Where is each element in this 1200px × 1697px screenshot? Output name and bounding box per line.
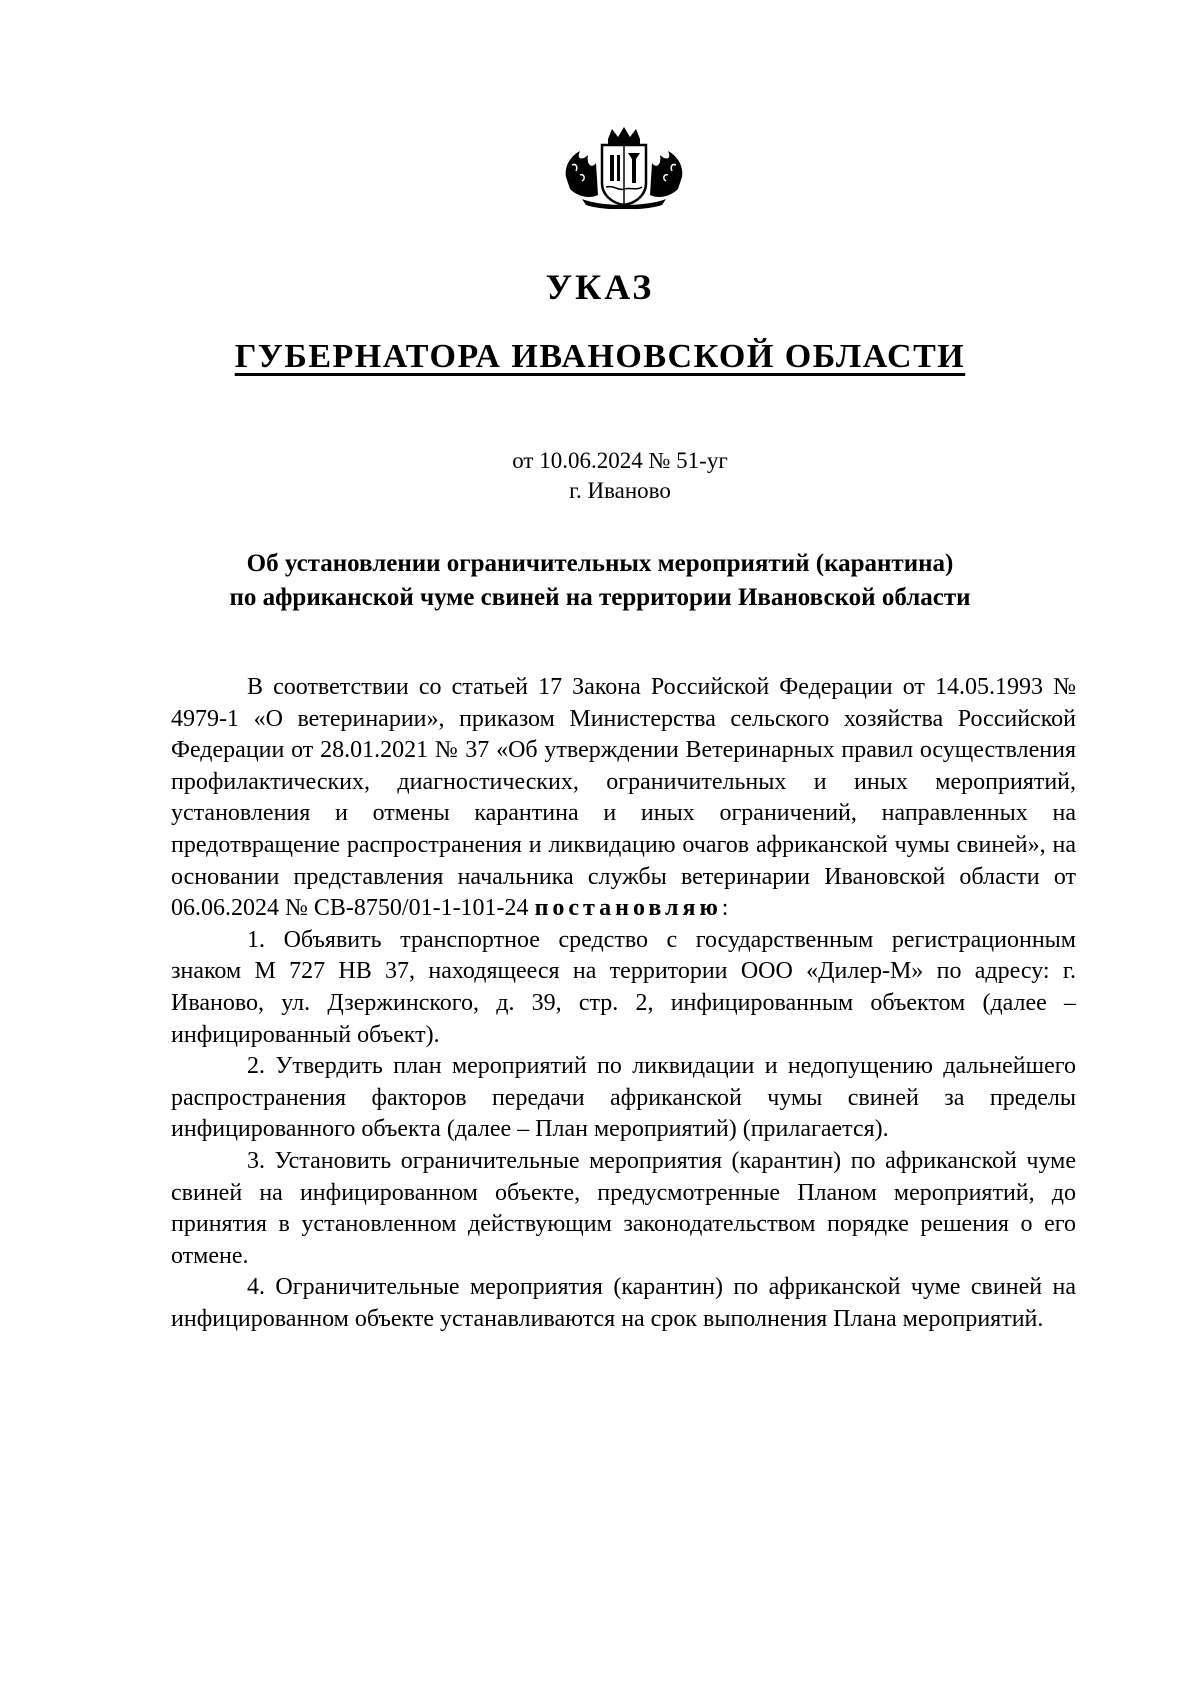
list-item: 1. Объявить транспортное средство с государственным регистрационным знаком М 727 НВ 37, находящееся на территории ООО «Дилер-М» по адресу: г. Иваново, ул. Дзержинского, д. 39, стр. 2, инфицированным объектом (далее – инфицированный объект). bbox=[171, 926, 1076, 1048]
document-title: УКАЗ bbox=[545, 267, 655, 307]
list-item: 3. Установить ограничительные мероприятия (карантин) по африканской чуме свиней на инфицированном объекте, предусмотренные Планом мероприятий, до принятия в установленном действующим законодательством порядке решения о его отмене. bbox=[171, 1147, 1076, 1269]
preamble-text: В соответствии со статьей 17 Закона Российской Федерации от 14.05.1993 № 4979-1 «О ветеринарии», приказом Министерства сельского хозяйства Российской Федерации от 28.01.2021 № 37 «Об утверждении Ветеринарных правил осуществления профилактических, диагностических, ограничительных и иных мероприятий, установления и отмены карантина и иных ограничений, направленных на предотвращение распространения и ликвидацию очагов африканской чумы свиней», на основании представления начальника службы ветеринарии Ивановской области от 06.06.2024 № СВ-8750/01-1-101-24 bbox=[171, 674, 1076, 922]
document-meta bbox=[0, 446, 1200, 506]
city: г. Иваново bbox=[569, 478, 671, 503]
document-subject bbox=[0, 547, 1200, 615]
decree-word: постановляю bbox=[534, 895, 722, 922]
list-item: 2. Утвердить план мероприятий по ликвидации и недопущению дальнейшего распространения факторов передачи африканской чумы свиней за пределы инфицированного объекта (далее – План мероприятий) (прилагается). bbox=[171, 1053, 1076, 1143]
preamble-paragraph bbox=[171, 672, 1076, 925]
decree-colon: : bbox=[721, 895, 729, 922]
subject-line-2: по африканской чуме свиней на территории Ивановской области bbox=[229, 584, 971, 611]
document-issuer: ГУБЕРНАТОРА ИВАНОВСКОЙ ОБЛАСТИ bbox=[234, 338, 966, 375]
subject-line-1: Об установлении ограничительных мероприятий (карантина) bbox=[246, 550, 954, 577]
list-item: 4. Ограничительные мероприятия (карантин) по африканской чуме свиней на инфицированном объекте устанавливаются на срок выполнения Плана мероприятий. bbox=[171, 1274, 1076, 1332]
date-number: от 10.06.2024 № 51-уг bbox=[512, 448, 728, 473]
document-body bbox=[171, 672, 1076, 1335]
coat-of-arms-of-ivanovo-oblast-icon bbox=[562, 125, 686, 209]
